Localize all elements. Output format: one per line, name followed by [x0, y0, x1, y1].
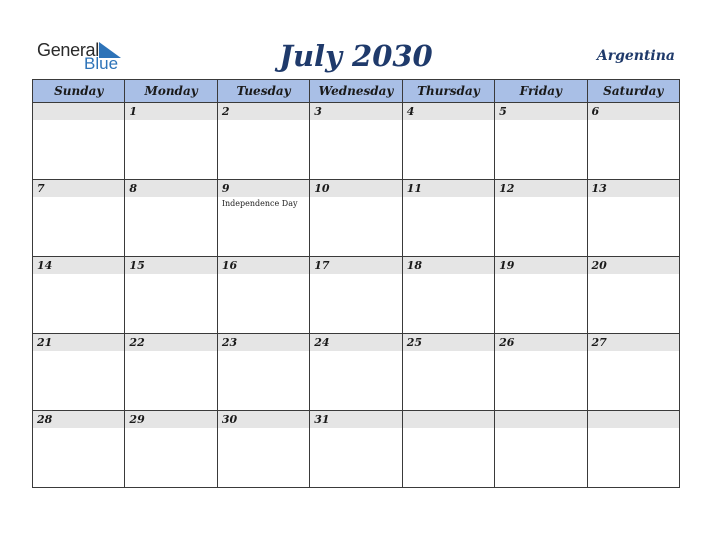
day-number: 22 — [125, 334, 216, 351]
day-cell[interactable] — [33, 411, 125, 488]
day-number: 4 — [403, 103, 494, 120]
logo-text-blue: Blue — [84, 54, 119, 73]
day-number: 5 — [495, 103, 586, 120]
day-cell[interactable] — [125, 103, 217, 180]
day-cell[interactable] — [310, 180, 402, 257]
day-cell[interactable] — [587, 411, 679, 488]
day-cell[interactable] — [33, 180, 125, 257]
day-number: 27 — [588, 334, 679, 351]
calendar-body — [33, 103, 680, 488]
day-cell[interactable] — [587, 257, 679, 334]
calendar-grid — [32, 79, 680, 488]
day-number: 2 — [218, 103, 309, 120]
day-number: 9 — [218, 180, 309, 197]
day-cell[interactable] — [402, 257, 494, 334]
day-number: 17 — [310, 257, 401, 274]
day-number: 23 — [218, 334, 309, 351]
weekday-header: Wednesday — [310, 80, 402, 103]
day-cell[interactable] — [495, 103, 587, 180]
day-number: 30 — [218, 411, 309, 428]
weekday-header: Saturday — [587, 80, 679, 103]
day-number: 12 — [495, 180, 586, 197]
day-number: 15 — [125, 257, 216, 274]
weekday-header: Monday — [125, 80, 217, 103]
day-number: 10 — [310, 180, 401, 197]
day-number: 8 — [125, 180, 216, 197]
day-cell[interactable] — [587, 103, 679, 180]
logo-text-general: General — [37, 40, 99, 60]
calendar-title: July 2030 — [279, 39, 433, 73]
day-number: 6 — [588, 103, 679, 120]
day-cell[interactable] — [310, 334, 402, 411]
day-number: 28 — [33, 411, 124, 428]
day-cell[interactable] — [495, 180, 587, 257]
day-cell[interactable] — [125, 180, 217, 257]
day-cell[interactable] — [33, 103, 125, 180]
weekday-header: Friday — [495, 80, 587, 103]
day-number: 25 — [403, 334, 494, 351]
day-cell[interactable] — [33, 257, 125, 334]
country-label: Argentina — [596, 48, 675, 64]
day-cell[interactable] — [217, 180, 309, 257]
day-cell[interactable] — [402, 334, 494, 411]
day-number: 1 — [125, 103, 216, 120]
weekday-header: Sunday — [33, 80, 125, 103]
week-row — [33, 257, 680, 334]
day-cell[interactable] — [33, 334, 125, 411]
day-number: 14 — [33, 257, 124, 274]
day-cell[interactable] — [125, 411, 217, 488]
day-cell[interactable] — [495, 334, 587, 411]
day-number: 13 — [588, 180, 679, 197]
day-cell[interactable] — [217, 257, 309, 334]
day-number — [33, 103, 124, 120]
day-cell[interactable] — [402, 180, 494, 257]
day-cell[interactable] — [217, 411, 309, 488]
week-row — [33, 411, 680, 488]
day-cell[interactable] — [310, 257, 402, 334]
weekday-header: Thursday — [402, 80, 494, 103]
week-row — [33, 334, 680, 411]
day-number: 26 — [495, 334, 586, 351]
day-number — [495, 411, 586, 428]
week-row — [33, 180, 680, 257]
weekday-header-row — [33, 80, 680, 103]
day-number: 19 — [495, 257, 586, 274]
day-cell[interactable] — [310, 411, 402, 488]
day-number: 20 — [588, 257, 679, 274]
day-number: 16 — [218, 257, 309, 274]
day-number: 7 — [33, 180, 124, 197]
day-cell[interactable] — [495, 411, 587, 488]
day-cell[interactable] — [587, 334, 679, 411]
day-number: 3 — [310, 103, 401, 120]
day-number: 18 — [403, 257, 494, 274]
day-cell[interactable] — [402, 103, 494, 180]
day-number: 29 — [125, 411, 216, 428]
day-cell[interactable] — [125, 257, 217, 334]
day-number: 31 — [310, 411, 401, 428]
week-row — [33, 103, 680, 180]
day-cell[interactable] — [217, 103, 309, 180]
day-cell[interactable] — [310, 103, 402, 180]
day-cell[interactable] — [495, 257, 587, 334]
day-cell[interactable] — [587, 180, 679, 257]
day-cell[interactable] — [125, 334, 217, 411]
day-number: 24 — [310, 334, 401, 351]
day-number: 11 — [403, 180, 494, 197]
holiday-label: Independence Day — [221, 199, 298, 208]
day-number: 21 — [33, 334, 124, 351]
day-cell[interactable] — [402, 411, 494, 488]
day-number — [588, 411, 679, 428]
day-cell[interactable] — [217, 334, 309, 411]
weekday-header: Tuesday — [217, 80, 309, 103]
day-number — [403, 411, 494, 428]
